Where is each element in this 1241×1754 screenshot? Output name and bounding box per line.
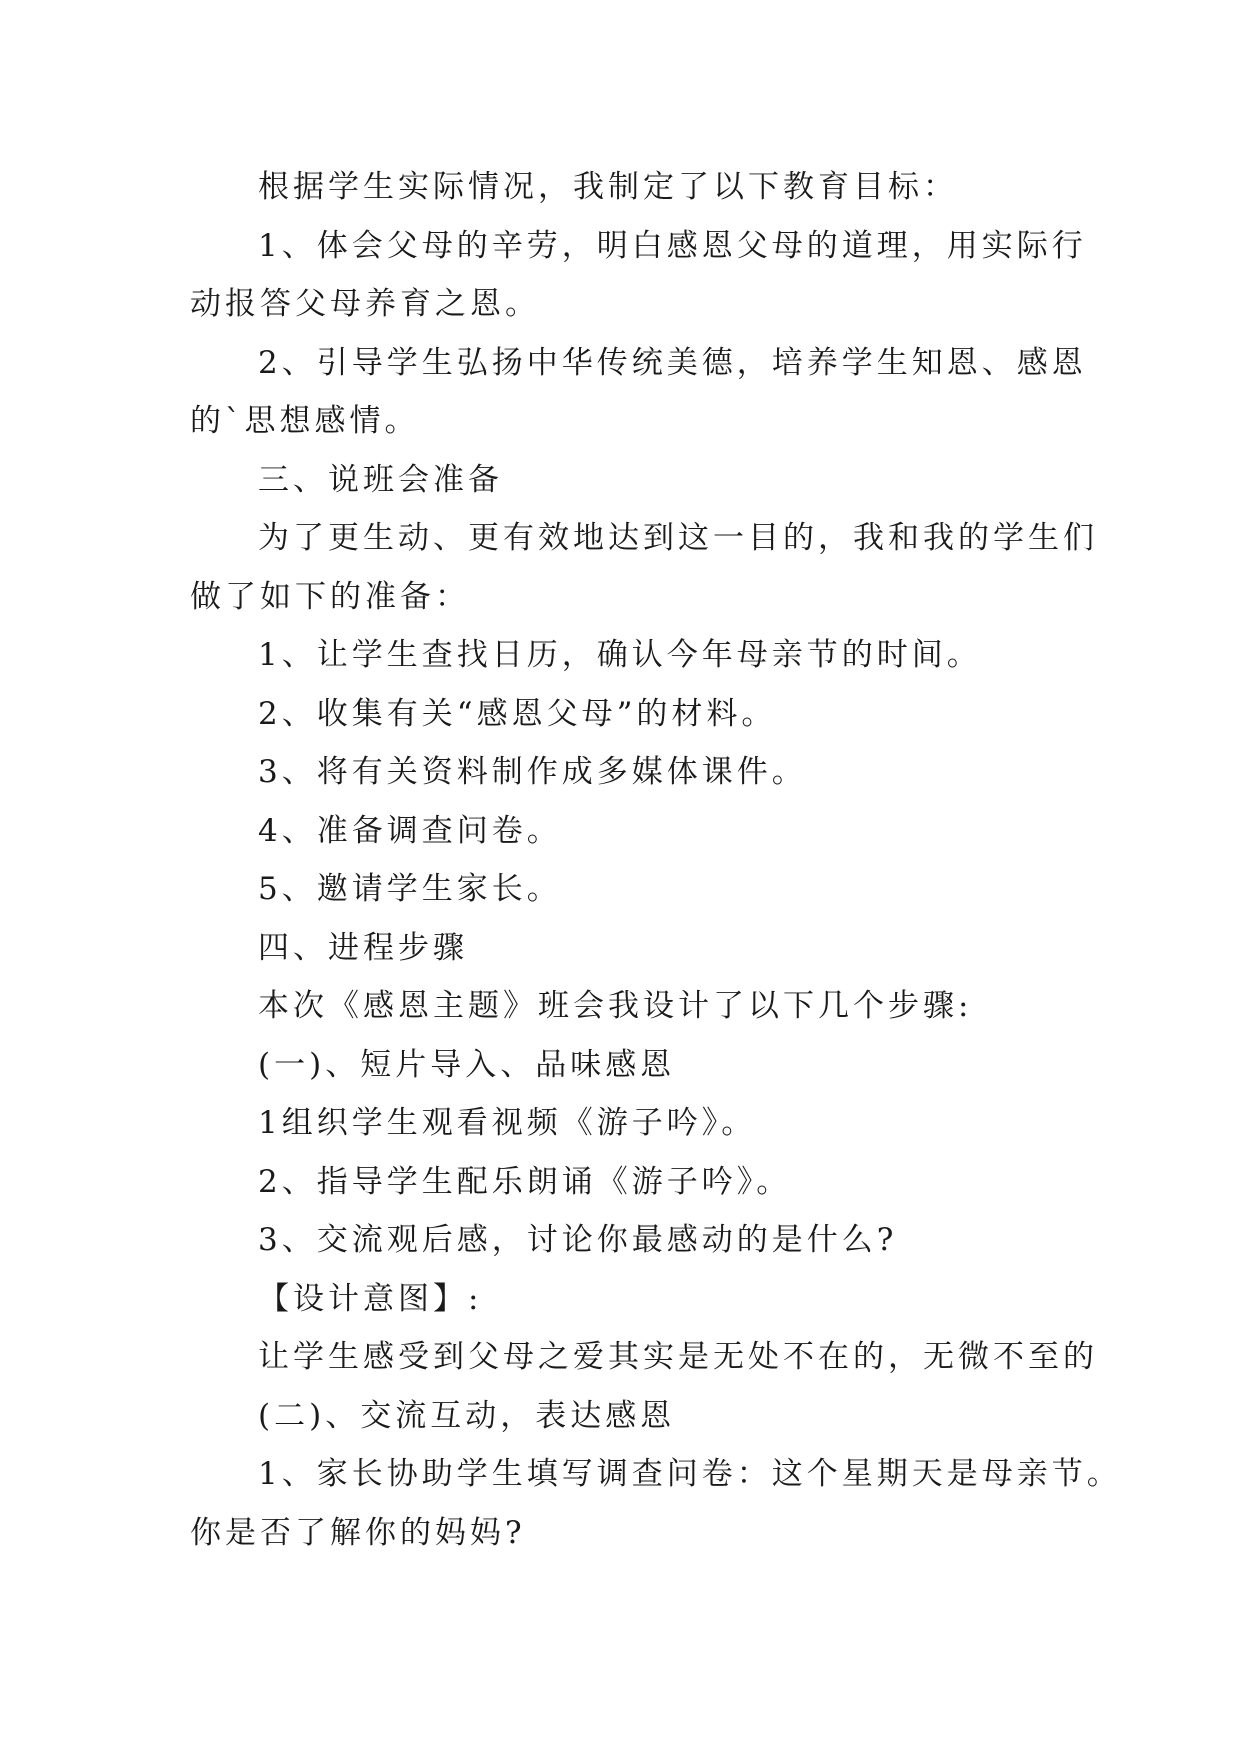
paragraph-preparation-intro: 为了更生动、更有效地达到这一目的，我和我的学生们 (258, 520, 1098, 556)
paragraph-goal-2-continued: 的`思想感情。 (190, 403, 420, 439)
paragraph-steps-intro: 本次《感恩主题》班会我设计了以下几个步骤: (258, 988, 973, 1024)
paragraph-goal-2: 2、引导学生弘扬中华传统美德，培养学生知恩、感恩 (258, 344, 1087, 381)
section-heading-preparation: 三、说班会准备 (258, 461, 503, 498)
subheading-step-two: (二)、交流互动，表达感恩 (258, 1397, 676, 1434)
list-item-step-one-1: 1组织学生观看视频《游子吟》。 (258, 1105, 757, 1141)
paragraph-goal-1-continued: 动报答父母养育之恩。 (190, 286, 540, 322)
list-item-preparation-1: 1、让学生查找日历，确认今年母亲节的时间。 (258, 637, 982, 673)
section-heading-process-steps: 四、进程步骤 (258, 929, 468, 966)
paragraph-design-intent: 让学生感受到父母之爱其实是无处不在的，无微不至的 (258, 1339, 1098, 1375)
list-item-step-two-1: 1、家长协助学生填写调查问卷：这个星期天是母亲节。 (258, 1456, 1122, 1492)
list-item-step-one-3: 3、交流观后感，讨论你最感动的是什么? (258, 1222, 898, 1258)
label-design-intent: 【设计意图】: (258, 1280, 483, 1317)
list-item-preparation-3: 3、将有关资料制作成多媒体课件。 (258, 754, 807, 790)
paragraph-goal-1: 1、体会父母的辛劳，明白感恩父母的道理，用实际行 (258, 227, 1087, 264)
subheading-step-one: (一)、短片导入、品味感恩 (258, 1046, 676, 1083)
list-item-step-one-2: 2、指导学生配乐朗诵《游子吟》。 (258, 1163, 792, 1200)
list-item-step-two-1-continued: 你是否了解你的妈妈? (190, 1514, 526, 1551)
paragraph-education-goals-intro: 根据学生实际情况，我制定了以下教育目标： (258, 169, 958, 205)
list-item-preparation-2: 2、收集有关“感恩父母”的材料。 (258, 695, 777, 732)
list-item-preparation-4: 4、准备调查问卷。 (258, 812, 562, 849)
document-body (190, 158, 1122, 1562)
paragraph-preparation-intro-continued: 做了如下的准备： (190, 578, 470, 615)
list-item-preparation-5: 5、邀请学生家长。 (258, 871, 562, 907)
